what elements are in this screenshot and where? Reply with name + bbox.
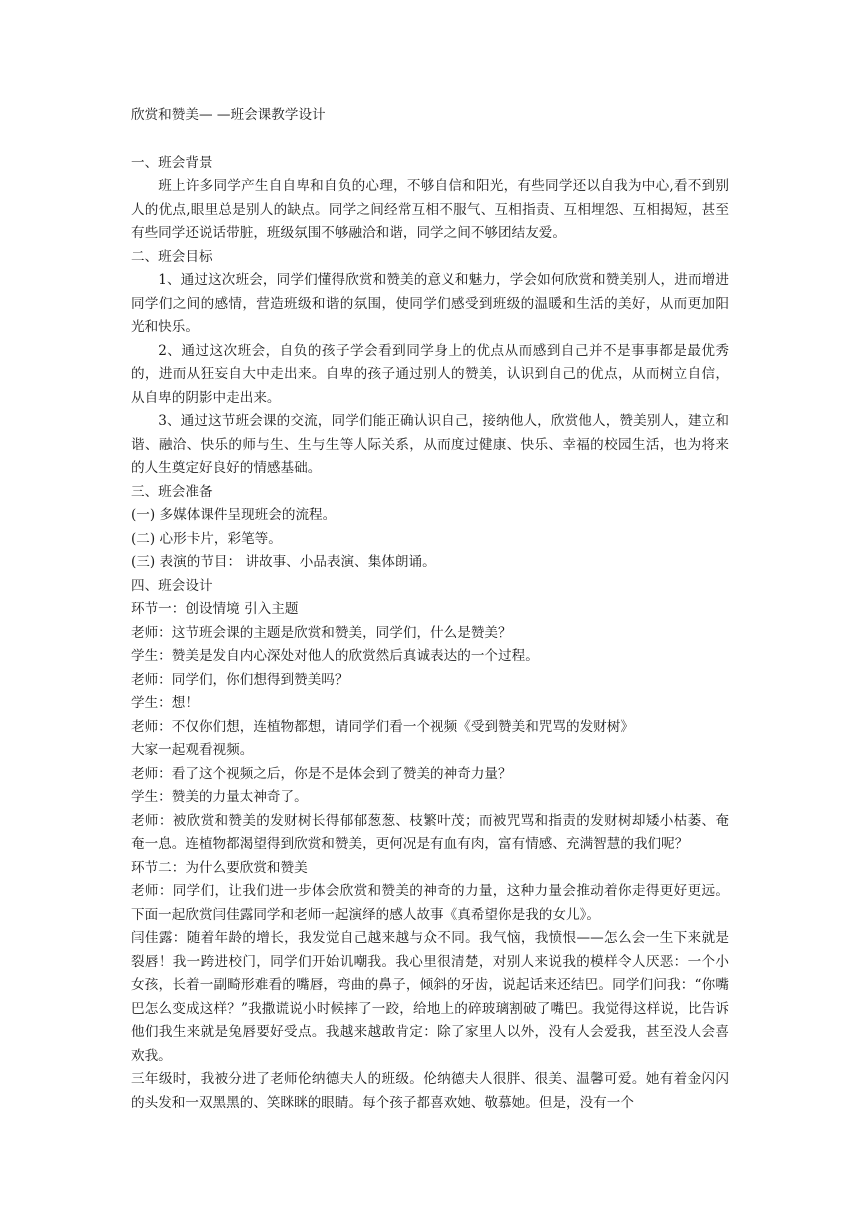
dialogue-line: 大家一起观看视频。 (131, 742, 254, 758)
stage-heading-1: 环节一：创设情境 引入主题 (131, 601, 299, 617)
paragraph-background: 班上许多同学产生自自卑和自负的心理，不够自信和阳光，有些同学还以自我为中心,看不到别人的优点,眼里总是别人的缺点。同学之间经常互相不服气、互相指责、互相埋怨、互相揭短，甚至有些同学还说话带脏，班级氛围不够融洽和谐，同学之间不够团结友爱。 (131, 178, 729, 241)
prep-item-2: (二) 心形卡片，彩笔等。 (131, 530, 282, 547)
section-heading-prep: 三、班会准备 (131, 483, 213, 500)
paragraph-goal-1: 1、通过这次班会，同学们懂得欣赏和赞美的意义和魅力，学会如何欣赏和赞美别人，进而增进同学们之间的感情，营造班级和谐的氛围，使同学们感受到班级的温暖和生活的美好，从而更加阳光和快乐。 (131, 272, 729, 335)
paragraph-goal-3: 3、通过这节班会课的交流，同学们能正确认识自己，接纳他人，欣赏他人，赞美别人，建立和谐、融洽、快乐的师与生、生与生等人际关系，从而度过健康、快乐、幸福的校园生活，也为将来的人生奠定好良好的情感基础。 (131, 413, 729, 476)
dialogue-line: 学生：赞美是发自内心深处对他人的欣赏然后真诚表达的一个过程。 (131, 648, 539, 664)
dialogue-line: 闫佳露：随着年龄的增长，我发觉自己越来越与众不同。我气恼，我愤恨——怎么会一生下来就是裂唇！我一跨进校门，同学们开始讥嘲我。我心里很清楚，对别人来说我的模样令人厌恶：一个小女孩，长着一副畸形难看的嘴唇，弯曲的鼻子，倾斜的牙齿，说起话来还结巴。同学们问我：“你嘴巴怎么变成这样？”我撒谎说小时候摔了一跤，给地上的碎玻璃割破了嘴巴。我觉得这样说，比告诉他们我生来就是兔唇要好受点。我越来越敢肯定：除了家里人以外，没有人会爱我，甚至没人会喜欢我。 (131, 930, 729, 1064)
document-title: 欣赏和赞美— —班会课教学设计 (131, 107, 326, 123)
section-heading-design: 四、班会设计 (131, 577, 213, 594)
dialogue-line: 老师：同学们，让我们进一步体会欣赏和赞美的神奇的力量，这种力量会推动着你走得更好更远。下面一起欣赏闫佳露同学和老师一起演绎的感人故事《真希望你是我的女儿》。 (131, 883, 729, 923)
prep-item-3: (三) 表演的节目： 讲故事、小品表演、集体朗诵。 (131, 554, 436, 570)
dialogue-line: 老师：不仅你们想，连植物都想，请同学们看一个视频《受到赞美和咒骂的发财树》 (131, 718, 634, 735)
prep-item-1: (一) 多媒体课件呈现班会的流程。 (131, 507, 337, 523)
document-body (131, 104, 729, 1115)
stage-heading-2: 环节二：为什么要欣赏和赞美 (131, 859, 308, 876)
paragraph-goal-2: 2、通过这次班会，自负的孩子学会看到同学身上的优点从而感到自己并不是事事都是最优秀的，进而从狂妄自大中走出来。自卑的孩子通过别人的赞美，认识到自己的优点，从而树立自信，从自卑的阴影中走出来。 (131, 342, 729, 406)
dialogue-line: 学生：赞美的力量太神奇了。 (131, 789, 308, 805)
section-heading-background: 一、班会背景 (131, 154, 213, 171)
dialogue-line: 三年级时，我被分进了老师伦纳德夫人的班级。伦纳德夫人很胖、很美、温馨可爱。她有着金闪闪的头发和一双黑黑的、笑眯眯的眼睛。每个孩子都喜欢她、敬慕她。但是，没有一个 (131, 1071, 729, 1111)
dialogue-line: 老师：同学们，你们想得到赞美吗？ (131, 671, 349, 688)
dialogue-line: 老师：看了这个视频之后，你是不是体会到了赞美的神奇力量？ (131, 765, 512, 782)
dialogue-line: 老师：被欣赏和赞美的发财树长得郁郁葱葱、枝繁叶茂；而被咒骂和指责的发财树却矮小枯萎、奄奄一息。连植物都渴望得到欣赏和赞美，更何况是有血有肉，富有情感、充满智慧的我们呢？ (131, 812, 729, 852)
section-heading-goals: 二、班会目标 (131, 248, 213, 265)
dialogue-line: 老师：这节班会课的主题是欣赏和赞美，同学们，什么是赞美？ (131, 624, 512, 641)
dialogue-line: 学生：想！ (131, 695, 199, 711)
